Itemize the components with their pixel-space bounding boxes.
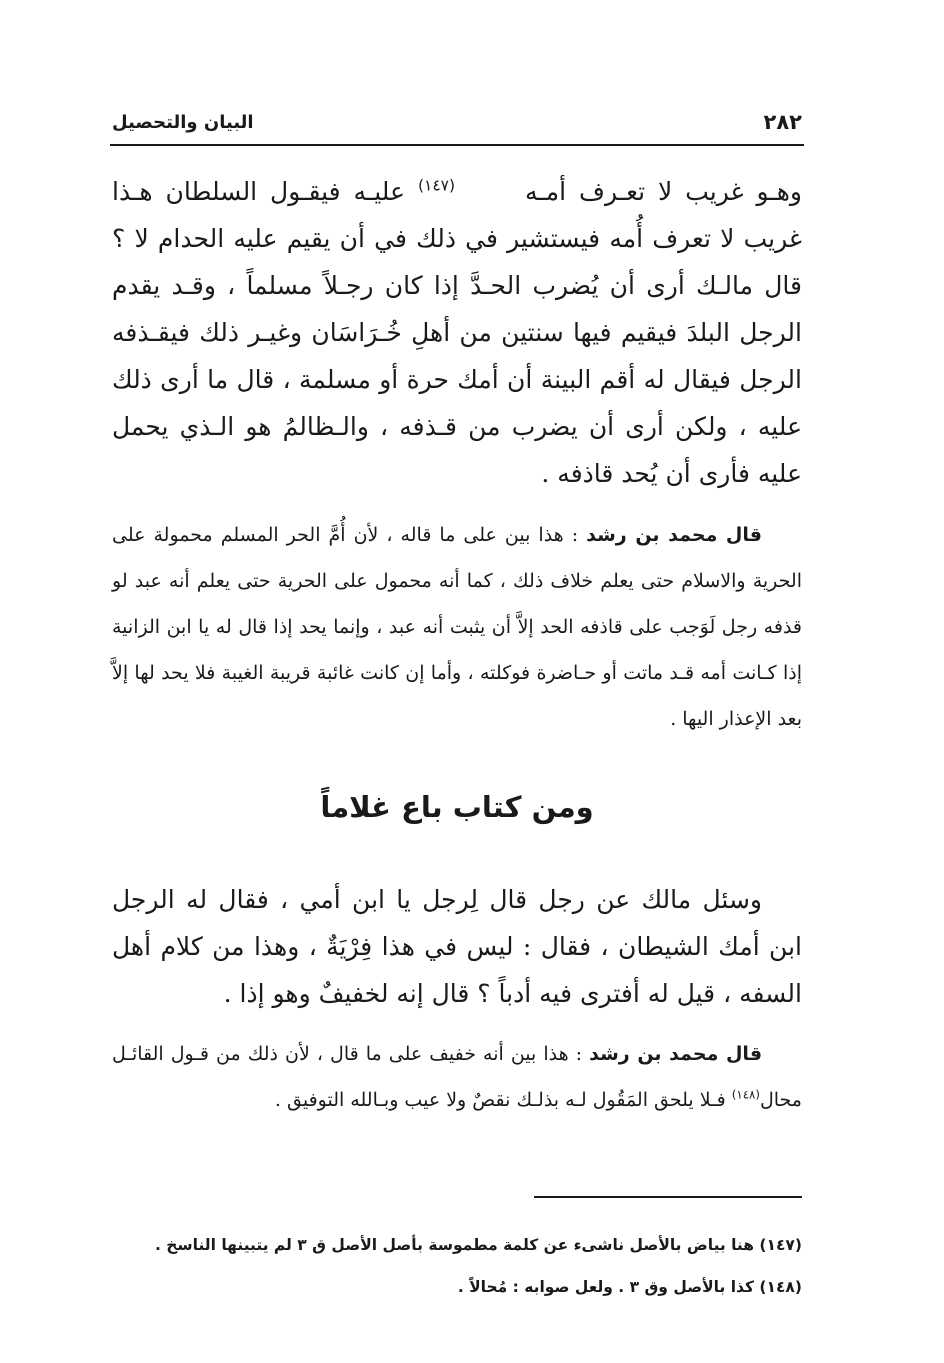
footnote-148-text: كذا بالأصل وق ٣ . ولعل صوابه : مُحالاً .	[457, 1278, 755, 1296]
footnote-148-number: (١٤٨)	[759, 1278, 802, 1296]
main-paragraph-2	[112, 876, 802, 1017]
footnote-147-text: هنا بياض بالأصل ناشىء عن كلمة مطموسة بأصل الأصل ق ٣ لم يتبينها الناسخ .	[154, 1236, 755, 1254]
footnote-separator	[534, 1196, 802, 1198]
footnote-148	[112, 1266, 802, 1308]
footnote-147-number: (١٤٧)	[759, 1236, 802, 1254]
commentary-2-opening: : هذا بين أنه خفيف على ما قال ، لأن ذلك من قـول القائـل محال	[112, 1043, 802, 1111]
footnote-ref-148: (١٤٨)	[731, 1087, 760, 1102]
footnote-147	[112, 1224, 802, 1266]
page-header	[110, 108, 804, 146]
section-heading: ومن كتاب باع غلاماً	[320, 790, 594, 824]
page-number: ٢٨٢	[763, 110, 802, 134]
running-title: البيان والتحصيل	[112, 112, 254, 133]
main-paragraph-1	[112, 168, 802, 497]
commentary-paragraph-2	[112, 1031, 802, 1123]
commentary-1-text: : هذا بين على ما قاله ، لأن أُمَّ الحر المسلم محمولة على الحرية والاسلام حتى يعلم خلاف ذلك ، كما أنه محمول على الحرية حتى يعلم أنه عبد لو قذفه رجل لَوَجب على قاذفه الحد إلاَّ أن يثبت أنه عبد ، وإنما يحد إذا قال له يا ابن الزانية إذا كـانت أمه قـد ماتت أو حـاضرة فوكلته ، وأما إن كانت غائبة قريبة الغيبة فلا يحد لها إلاَّ بعد الإعذار اليها .	[112, 524, 802, 730]
commentary-2-body: فـلا يلحق المَقُول لـه بذلـك نقصٌ ولا عيب وبـالله التوفيق .	[274, 1089, 726, 1111]
paragraph-2-text: وسئل مالك عن رجل قال لِرجل يا ابن أمي ، فقال له الرجل ابن أمك الشيطان ، فقال : ليس في هذا فِرْيَةٌ ، وهذا من كلام أهل السفه ، قيل له أفترى فيه أدباً ؟ قال إنه لخفيفٌ وهو إذا .	[112, 885, 802, 1008]
commentary-2-speaker: قال محمد بن رشد	[589, 1043, 763, 1065]
paragraph-1-body: عليـه فيقـول السلطان هـذا غريب لا تعرف أُمه فيستشير في ذلك في أن يقيم عليه الحدام لا ؟ قال مالـك أرى أن يُضرب الحـدَّ إذا كان رجـلاً مسلماً ، وقـد يقدم الرجل البلدَ فيقيم فيها سنتين من أهلِ خُـرَاسَان وغيـر ذلك فيقـذفه الرجل فيقال له أقم البينة أن أمك حرة أو مسلمة ، قال ما أرى ذلك عليه ، ولكن أرى أن يضرب من قـذفه ، والـظالمُ هو الـذي يحمل عليه فأرى أن يُحد قاذفه .	[112, 177, 802, 488]
footnote-ref-147: (١٤٧)	[417, 176, 456, 195]
paragraph-1-opening: وهـو غريب لا تعـرف أمـه	[525, 177, 802, 206]
footnotes	[112, 1224, 802, 1308]
commentary-paragraph-1	[112, 512, 802, 742]
commentary-1-speaker: قال محمد بن رشد	[586, 524, 762, 546]
